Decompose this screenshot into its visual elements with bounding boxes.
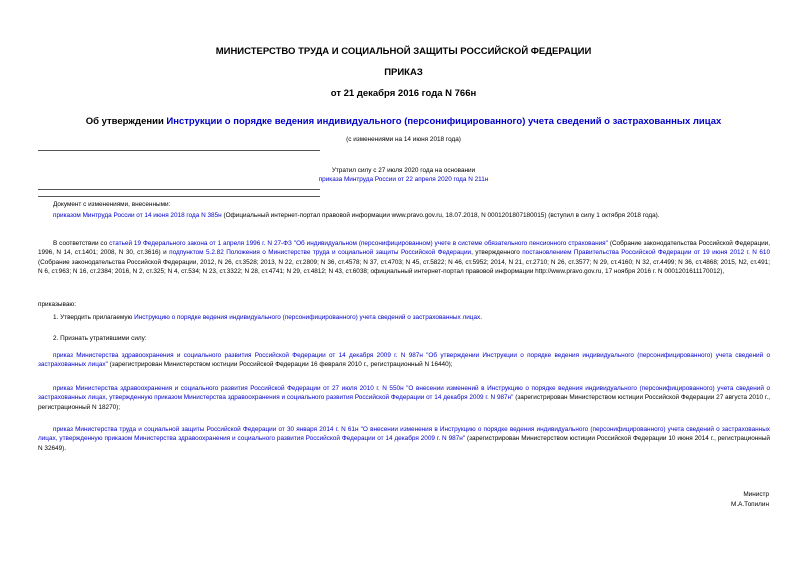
title-instruction-link[interactable]: Инструкции о порядке ведения индивидуального (персонифицированного) учета сведений о застрахованных лицах [166, 116, 722, 127]
regulation-link[interactable]: подпунктом 5.2.82 Положения о Министерстве труда и социальной защиты Российской Федерации [169, 249, 472, 257]
law-article-link[interactable]: статьей 19 Федерального закона от 1 апреля 1996 г. N 27-ФЗ "Об индивидуальном (персонифицированном) учете в системе обязательного пенсионного страхования" [109, 240, 608, 247]
lost-force-line: Утратил силу с 27 июля 2020 года на основании [331, 167, 476, 174]
document-title [0, 116, 807, 127]
signature-role: Министр [743, 491, 769, 498]
changes-label: Документ с изменениями, внесенными: [53, 201, 171, 208]
item-2: 2. Признать утратившими силу: [53, 335, 147, 342]
doc-type-heading: ПРИКАЗ [384, 67, 423, 78]
revoked-item-2: приказ Министерства здравоохранения и социального развития Российской Федерации от 27 июля 2010 г. N 550н "О внесении изменений в Инструкцию о порядке ведения индивидуального (персонифицированного) учета сведений о застрахованных лицах, утвержденную приказом Министерства здравоохранения и социального развития Российской Федерации от 14 декабря 2009 г. N 987н" (зарегистрирован Министерством юстиции Российской Федерации 27 августа 2010 г., регистрационный N 18270); [38, 385, 770, 411]
divider [38, 196, 320, 197]
divider [38, 150, 320, 151]
basis-paragraph: В соответствии со статьей 19 Федерального закона от 1 апреля 1996 г. N 27-ФЗ "Об индивидуальном (персонифицированном) учете в системе обязательного пенсионного страхования" (Собрание законодательства Российской Федерации, 1996, N 14, ст.1401; 2008, N 30, ст.3616) и подпунктом 5.2.82 Положения о Министерстве труда и социальной защиты Российской Федерации, утвержденного постановлением Правительства Российской Федерации от 19 июня 2012 г. N 610 (Собрание законодательства Российской Федерации, 2012, N 26, ст.3528; 2013, N 22, ст.2809; N 36, ст.4578; N 37, ст.4703; N 45, ст.5822; N 46, ст.5952; 2014, N 21, ст.2710; N 26, ст.3577; N 29, ст.4160; N 32, ст.4499; N 36, ст.4868; 2015, N2, ст.491; N 6, ст.963; N 16, ст.2384; 2016, N 2, ст.325; N 4, ст.534; N 23, ст.3322; N 28, ст.4741; N 29, ст.4812; N 43, ст.6038; официальный интернет-портал правовой информации http://www.pravo.gov.ru, 17 ноября 2016 г. N 0001201611170012), [38, 240, 771, 275]
amendments-note: (с изменениями на 14 июня 2018 года) [346, 136, 461, 143]
revoked-item-1: приказ Министерства здравоохранения и социального развития Российской Федерации от 14 декабря 2009 г. N 987н "Об утверждении Инструкции о порядке ведения индивидуального (персонифицированного) учета сведений о застрахованных лицах" (зарегистрирован Министерством юстиции Российской Федерации 16 февраля 2010 г., регистрационный N 16440); [38, 352, 770, 369]
instruction-link[interactable]: Инструкцию о порядке ведения индивидуального (персонифицированного) учета сведений о застрахованных лицах [134, 314, 481, 321]
ministry-heading: МИНИСТЕРСТВО ТРУДА И СОЦИАЛЬНОЙ ЗАЩИТЫ РОССИЙСКОЙ ФЕДЕРАЦИИ [215, 46, 592, 57]
revoked-order-link-1[interactable]: приказ Министерства здравоохранения и социального развития Российской Федерации от 14 декабря 2009 г. N 987н "Об утверждении Инструкции о порядке ведения индивидуального (персонифицированного) учета сведений о застрахованных лицах" [38, 352, 770, 369]
revoked-order-link-2[interactable]: приказ Министерства здравоохранения и социального развития Российской Федерации от 27 июля 2010 г. N 550н "О внесении изменений в Инструкцию о порядке ведения индивидуального (персонифицированного) учета сведений о застрахованных лицах, утвержденную приказом Министерства здравоохранения и социального развития Российской Федерации от 14 декабря 2009 г. N 987н" [38, 385, 770, 402]
revoked-order-link-3[interactable]: приказ Министерства труда и социальной защиты Российской Федерации от 30 января 2014 г. N 61н "О внесении изменения в Инструкцию о порядке ведения индивидуального (персонифицированного) учета сведений о застрахованных лицах, утвержденную приказом Министерства здравоохранения и социального развития Российской Федерации от 14 декабря 2009 г. N 987н" [38, 426, 770, 443]
signature-name: М.А.Топилин [731, 501, 769, 508]
doc-date-number: от 21 декабря 2016 года N 766н [330, 88, 477, 99]
divider [38, 189, 320, 190]
revoked-item-3: приказ Министерства труда и социальной защиты Российской Федерации от 30 января 2014 г. N 61н "О внесении изменения в Инструкцию о порядке ведения индивидуального (персонифицированного) учета сведений о застрахованных лицах, утвержденную приказом Министерства здравоохранения и социального развития Российской Федерации от 14 декабря 2009 г. N 987н" (зарегистрирован Министерством юстиции Российской Федерации 10 июня 2014 г., регистрационный N 32649). [38, 426, 770, 452]
changes-line: приказом Минтруда России от 14 июня 2018 года N 385н (Официальный интернет-портал правовой информации www.pravo.gov.ru, 18.07.2018, N 0001201807180015) (вступил в силу 1 октября 2018 года). [53, 212, 660, 219]
title-prefix: Об утверждении [85, 116, 167, 127]
item-1: 1. Утвердить прилагаемую Инструкцию о порядке ведения индивидуального (персонифицированного) учета сведений о застрахованных лицах. [53, 314, 482, 321]
order-word: приказываю: [38, 301, 76, 308]
government-decree-link[interactable]: постановлением Правительства Российской Федерации от 19 июня 2012 г. N 610 [522, 249, 771, 257]
changes-order-link[interactable]: приказом Минтруда России от 14 июня 2018 года N 385н [53, 212, 222, 219]
lost-force-link[interactable]: приказа Минтруда России от 22 апреля 2020 года N 211н [318, 176, 489, 183]
